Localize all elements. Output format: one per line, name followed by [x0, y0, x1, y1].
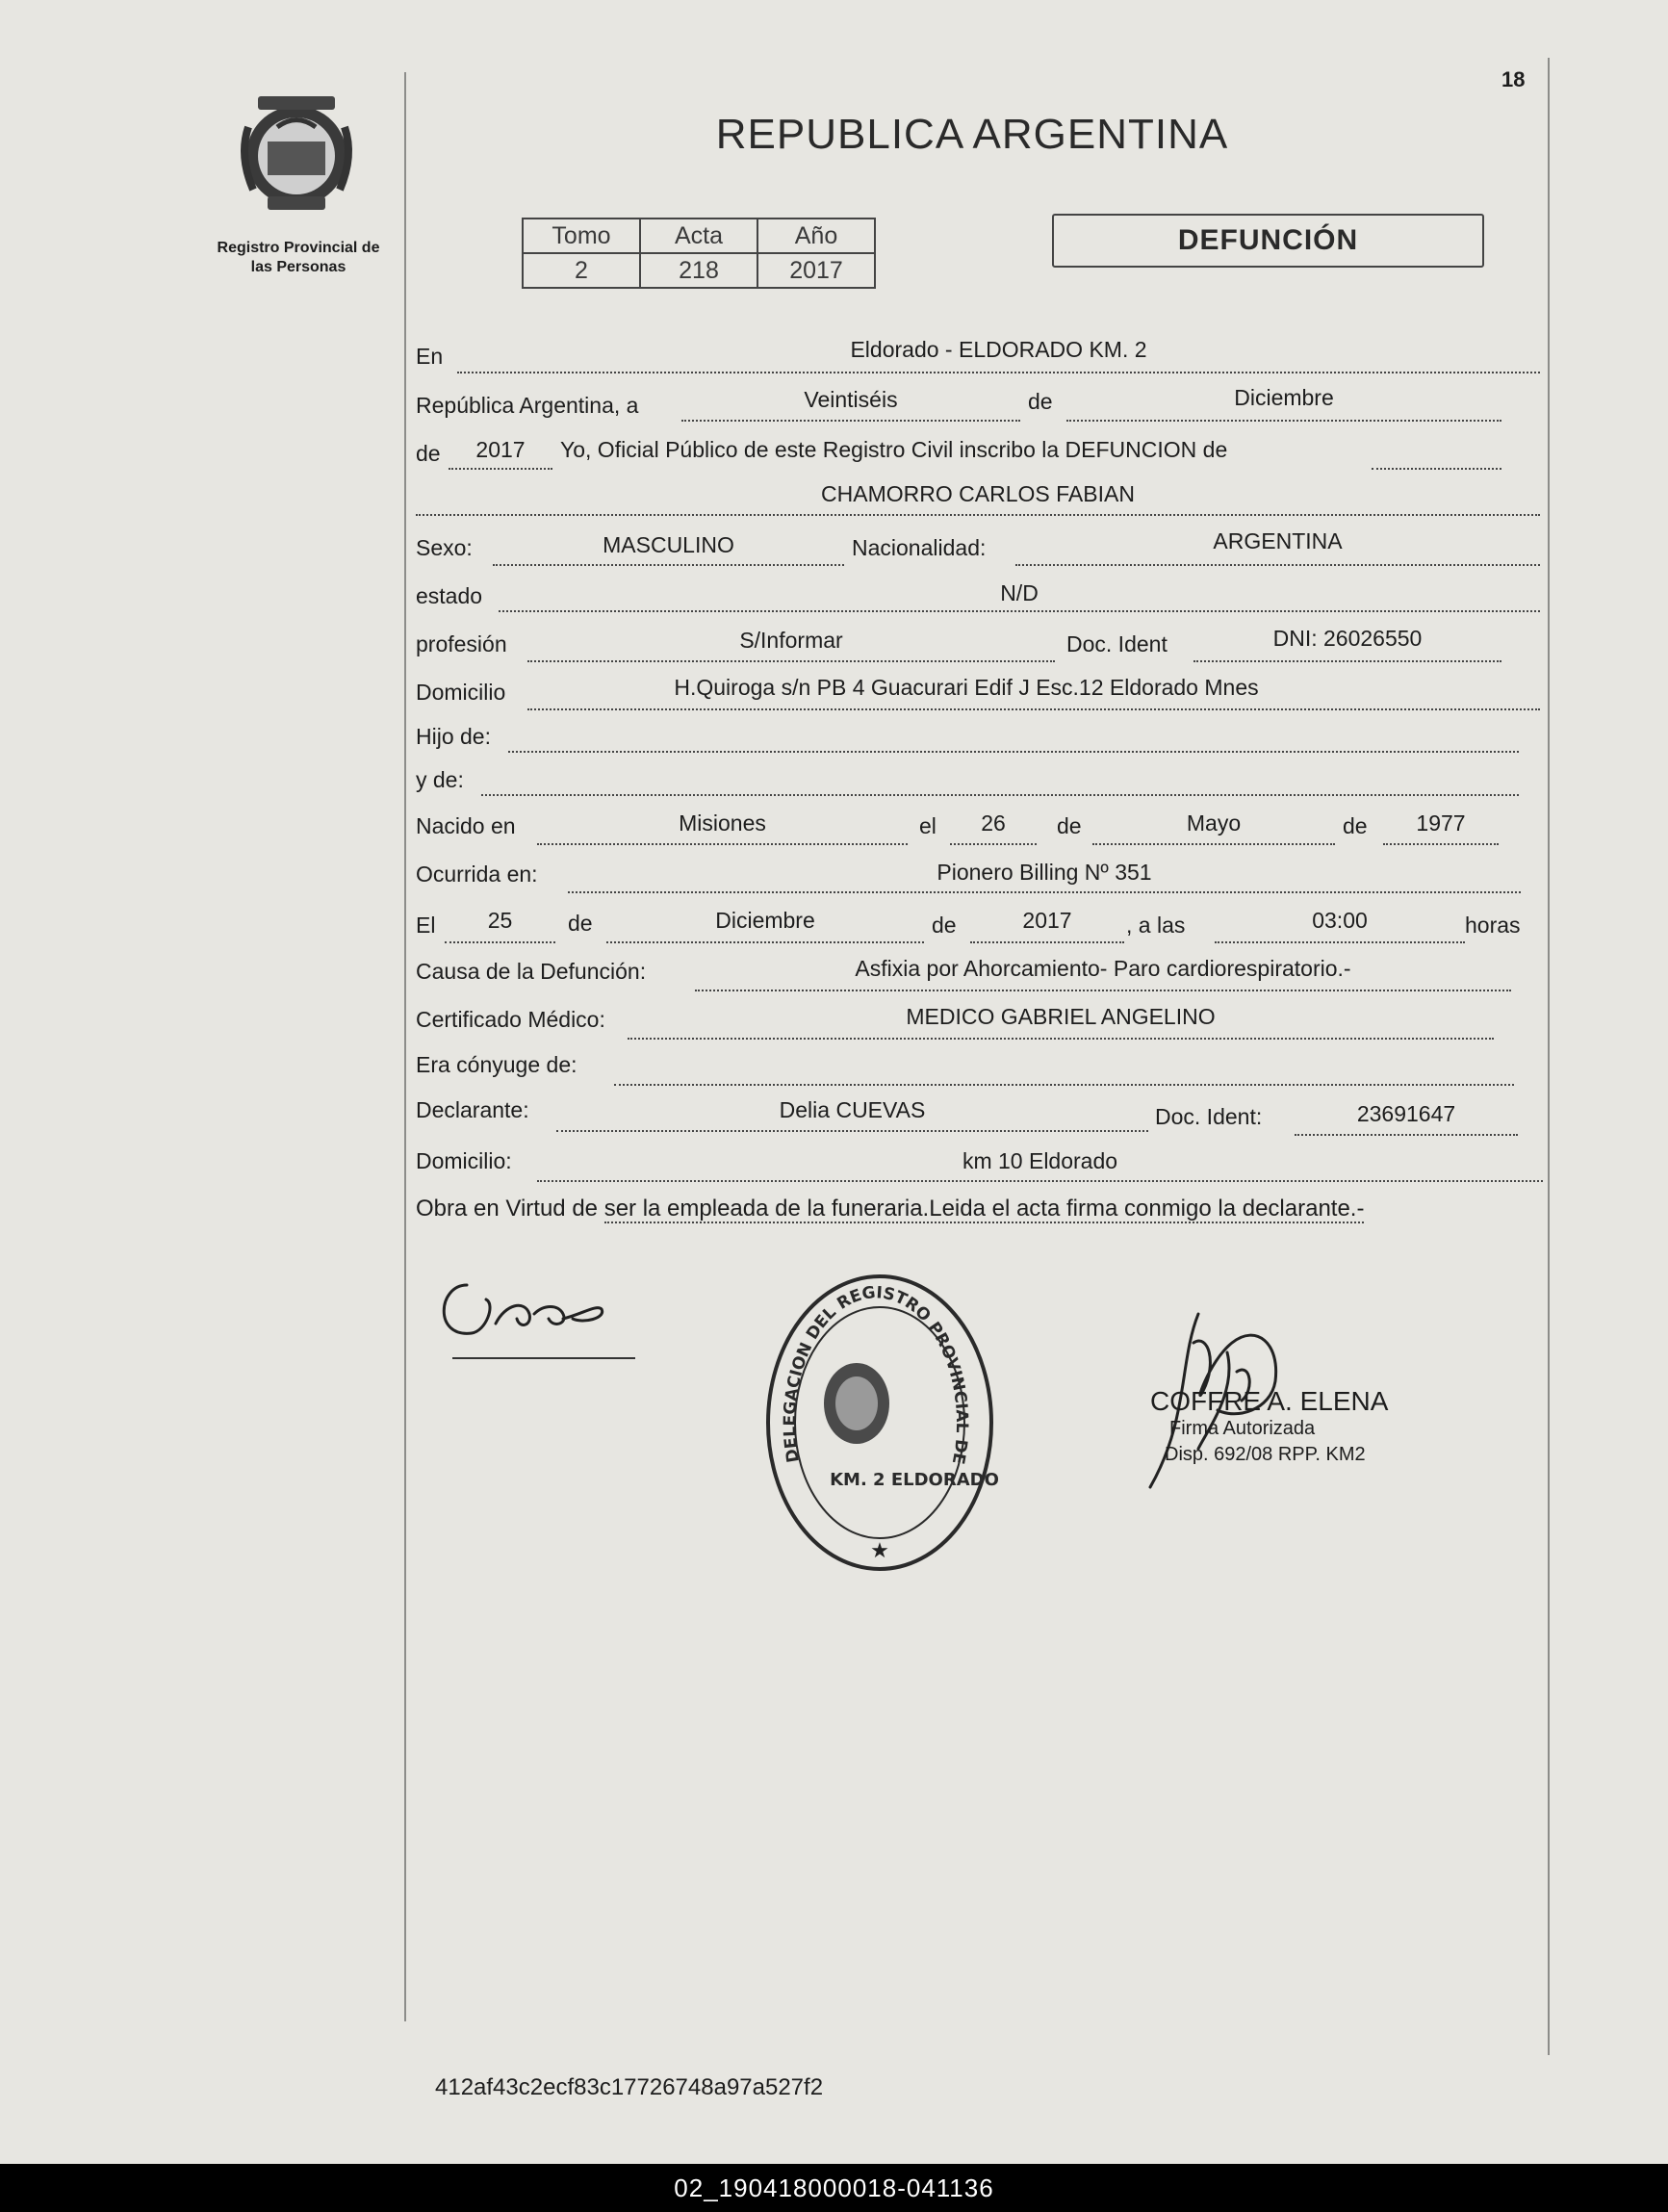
occurred-value: Pionero Billing Nº 351	[937, 860, 1152, 885]
doc-label: Doc. Ident	[1066, 631, 1168, 656]
born-de-label-1: de	[1057, 813, 1082, 838]
child-of-label: Hijo de:	[416, 724, 491, 749]
and-of-label: y de:	[416, 767, 464, 792]
address-value: H.Quiroga s/n PB 4 Guacurari Edif J Esc.12 Eldorado Mnes	[674, 675, 1259, 700]
declarant-address-label: Domicilio:	[416, 1148, 512, 1173]
page-number: 18	[1501, 67, 1526, 91]
acta-header: Acta	[640, 219, 757, 253]
nationality-label: Nacionalidad:	[852, 535, 987, 560]
right-margin-line	[1548, 58, 1550, 2055]
official-text: Yo, Oficial Público de este Registro Civil inscribo la DEFUNCION de	[560, 437, 1228, 462]
declarant-doc-label: Doc. Ident:	[1155, 1104, 1263, 1129]
seal-star-icon: ★	[870, 1538, 889, 1562]
anio-value: 2017	[757, 253, 875, 288]
death-de-label-1: de	[568, 911, 593, 936]
born-month-value: Mayo	[1186, 810, 1242, 836]
sex-value: MASCULINO	[603, 532, 734, 557]
occurred-label: Ocurrida en:	[416, 862, 538, 887]
sex-label: Sexo:	[416, 535, 473, 560]
declarant-doc-value: 23691647	[1356, 1101, 1456, 1126]
left-margin-line	[404, 72, 406, 2021]
spouse-field	[614, 1057, 1514, 1086]
year-value: 2017	[475, 437, 526, 462]
day-words-value: Veintiséis	[804, 387, 898, 412]
de-label-1: de	[1028, 389, 1053, 414]
seal-inner-text: KM. 2 ELDORADO	[830, 1470, 999, 1490]
place-value: Eldorado - ELDORADO KM. 2	[850, 337, 1147, 362]
death-de-label-2: de	[932, 913, 957, 938]
doc-value: DNI: 26026550	[1272, 626, 1423, 651]
document-hash: 412af43c2ecf83c17726748a97a527f2	[435, 2074, 824, 2100]
tomo-header: Tomo	[523, 219, 640, 253]
nationality-value: ARGENTINA	[1213, 528, 1343, 553]
registry-label: Registro Provincial de las Personas	[217, 240, 380, 275]
born-day-value: 26	[981, 810, 1006, 836]
anio-header: Año	[757, 219, 875, 253]
born-de-label-2: de	[1343, 813, 1368, 838]
death-month-value: Diciembre	[715, 908, 815, 933]
born-place-value: Misiones	[679, 810, 766, 836]
death-year-value: 2017	[1022, 908, 1072, 933]
month-value: Diciembre	[1234, 385, 1334, 410]
official-trailing-field	[1372, 441, 1501, 470]
tomo-value: 2	[523, 253, 640, 288]
cause-label: Causa de la Defunción:	[416, 959, 647, 984]
born-year-value: 1977	[1416, 810, 1466, 836]
declarant-value: Delia CUEVAS	[779, 1097, 926, 1122]
provincial-coat-of-arms-icon	[229, 89, 364, 223]
authority-disposition: Disp. 692/08 RPP. KM2	[1165, 1444, 1366, 1465]
country-label: República Argentina, a	[416, 393, 639, 418]
declarant-label: Declarante:	[416, 1097, 529, 1122]
certificate-label: Certificado Médico:	[416, 1007, 605, 1032]
record-type-box: DEFUNCIÓN	[1052, 214, 1484, 268]
reference-table	[522, 218, 876, 289]
footer-filename: 02_190418000018-041136	[0, 2164, 1668, 2212]
certificate-value: MEDICO GABRIEL ANGELINO	[906, 1004, 1216, 1029]
civil-status-value: N/D	[1000, 580, 1039, 605]
observations-prefix: Obra en Virtud de	[416, 1196, 599, 1222]
declarant-signature	[428, 1266, 621, 1357]
official-seal	[760, 1269, 999, 1577]
observations-text	[416, 1194, 1547, 1224]
at-label: , a las	[1126, 913, 1186, 938]
profession-value: S/Informar	[739, 628, 843, 653]
death-day-value: 25	[487, 908, 513, 933]
death-time-value: 03:00	[1312, 908, 1368, 933]
deceased-name-value: CHAMORRO CARLOS FABIAN	[821, 481, 1135, 506]
civil-status-label: estado	[416, 583, 483, 608]
born-label: Nacido en	[416, 813, 516, 838]
authority-role: Firma Autorizada	[1169, 1418, 1316, 1439]
authority-name: COFFRE A. ELENA	[1150, 1386, 1389, 1416]
place-label: En	[416, 344, 444, 369]
observations-value: ser la empleada de la funeraria.Leida el acta firma conmigo la declarante.-	[603, 1196, 1365, 1222]
spouse-label: Era cónyuge de:	[416, 1052, 577, 1077]
address-label: Domicilio	[416, 680, 506, 705]
child-of-field	[508, 724, 1519, 753]
hours-label: horas	[1465, 913, 1521, 938]
page-title: REPUBLICA ARGENTINA	[715, 111, 1229, 158]
cause-value: Asfixia por Ahorcamiento- Paro cardiorespiratorio.-	[855, 956, 1351, 981]
declarant-address-value: km 10 Eldorado	[962, 1148, 1118, 1173]
seal-ring-text: DELEGACION DEL REGISTRO PROVINCIAL DE	[780, 1283, 972, 1466]
death-el-label: El	[416, 913, 436, 938]
and-of-field	[481, 767, 1519, 796]
declarant-signature-line	[452, 1357, 635, 1359]
de-label-2: de	[416, 441, 441, 466]
profession-label: profesión	[416, 631, 507, 656]
el-label: el	[919, 813, 937, 838]
acta-value: 218	[640, 253, 757, 288]
